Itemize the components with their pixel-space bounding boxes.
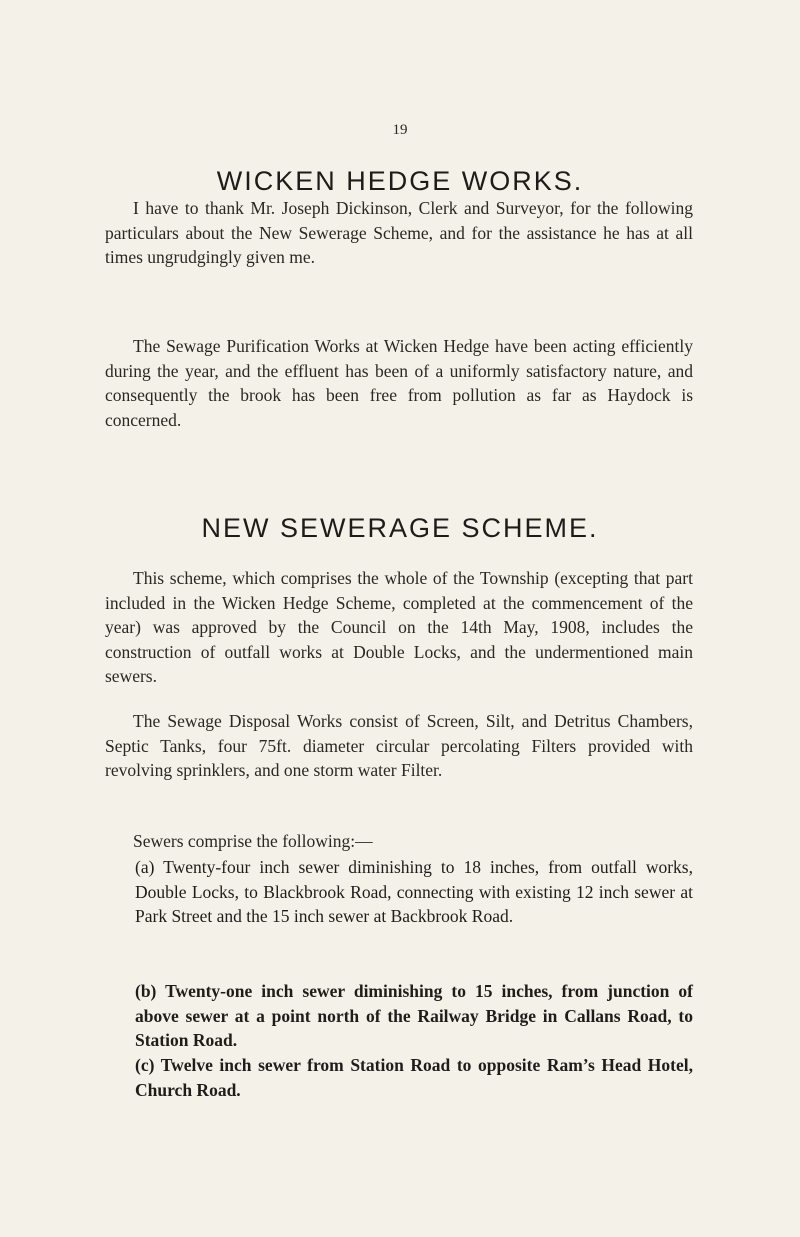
list-item-sewer-b: (b) Twenty-one inch sewer diminishing to 15 inches, from junction of above sewer at a point north of the Railway Bridge in Callans Road, to Station Road. [135, 981, 693, 1050]
paragraph-disposal-works: The Sewage Disposal Works consist of Screen, Silt, and Detritus Chambers, Septic Tanks, four 75ft. diameter circular percolating Filters provided with revolving sprinklers, and one storm water Filter. [105, 711, 693, 780]
paragraph-sewers-intro: Sewers comprise the following:— [133, 831, 373, 851]
page-number: 19 [392, 122, 408, 138]
section-heading-new-sewerage-scheme: NEW SEWERAGE SCHEME. [201, 513, 599, 543]
paragraph-scheme-description: This scheme, which comprises the whole of the Township (excepting that part included in the Wicken Hedge Scheme, completed at the commencement of the year) was approved by the Council on the 14th May, 1908, includes the construction of outfall works at Double Locks, and the undermentioned main sewers. [105, 568, 693, 686]
list-item-sewer-a: (a) Twenty-four inch sewer diminishing to 18 inches, from outfall works, Double Locks, to Blackbrook Road, connecting with existing 12 inch sewer at Park Street and the 15 inch sewer at Backbrook Road. [135, 857, 693, 926]
list-item-sewer-c: (c) Twelve inch sewer from Station Road to opposite Ram’s Head Hotel, Church Road. [135, 1055, 693, 1100]
paragraph-purification-works: The Sewage Purification Works at Wicken Hedge have been acting efficiently during the year, and the effluent has been of a uniformly satisfactory nature, and consequently the brook has been free from pollution as far as Haydock is concerned. [105, 336, 693, 430]
section-heading-wicken-hedge-works: WICKEN HEDGE WORKS. [216, 166, 584, 196]
paragraph-acknowledgement: I have to thank Mr. Joseph Dickinson, Clerk and Surveyor, for the following particulars about the New Sewerage Scheme, and for the assistance he has at all times ungrudgingly given me. [105, 198, 693, 267]
